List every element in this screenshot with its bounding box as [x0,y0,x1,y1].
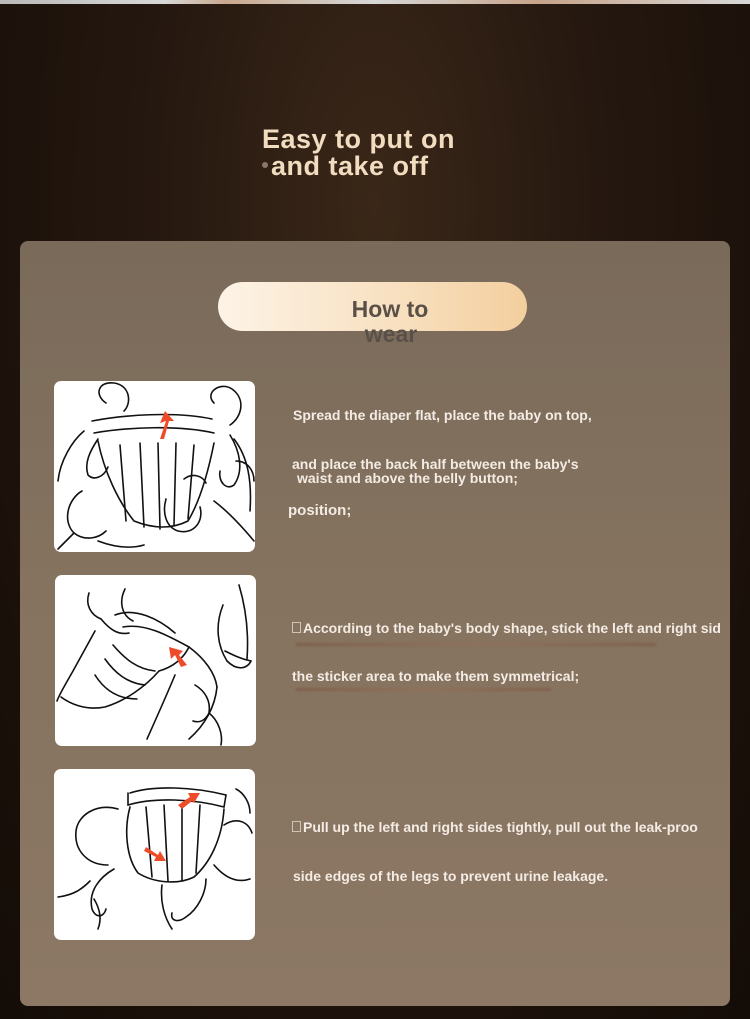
step-1-text-line-2: and place the back half between the baby's [292,456,579,472]
top-photo-strip [0,0,750,4]
hands-pulling-sides-illustration [54,769,255,940]
section-title [330,297,450,347]
bullet-dot [262,162,268,168]
blurred-text-line [296,643,656,646]
headline-line-2: and take off [271,151,429,181]
step-2-image [55,575,256,746]
headline-line-1: Easy to put on [262,124,456,154]
step-2-text-line-1 [292,621,721,636]
blurred-text-line [296,688,551,691]
section-title-line-2: wear [364,321,418,347]
step-2-text-line-1-content: According to the baby's body shape, stick the left and right sid [303,620,721,636]
step-3-text-line-1 [292,820,698,835]
section-title-line-1: How to [351,296,429,322]
step-3-image [54,769,255,940]
step-1-text-line-4: position; [288,502,352,519]
bullet-square-icon [292,821,301,832]
step-1-text-line-3: waist and above the belly button; [297,470,518,486]
hands-sticking-tape-illustration [55,575,256,746]
bullet-square-icon [292,622,301,633]
step-3-text-line-2: side edges of the legs to prevent urine leakage. [293,868,609,884]
step-1-text-line-1: Spread the diaper flat, place the baby on top, [293,407,592,423]
step-2-text-line-2: the sticker area to make them symmetrical; [292,668,580,684]
step-3-text-line-1-content: Pull up the left and right sides tightly, pull out the leak-proo [303,819,698,835]
hands-spreading-diaper-illustration [54,381,255,552]
step-1-image [54,381,255,552]
page-headline [262,126,522,180]
